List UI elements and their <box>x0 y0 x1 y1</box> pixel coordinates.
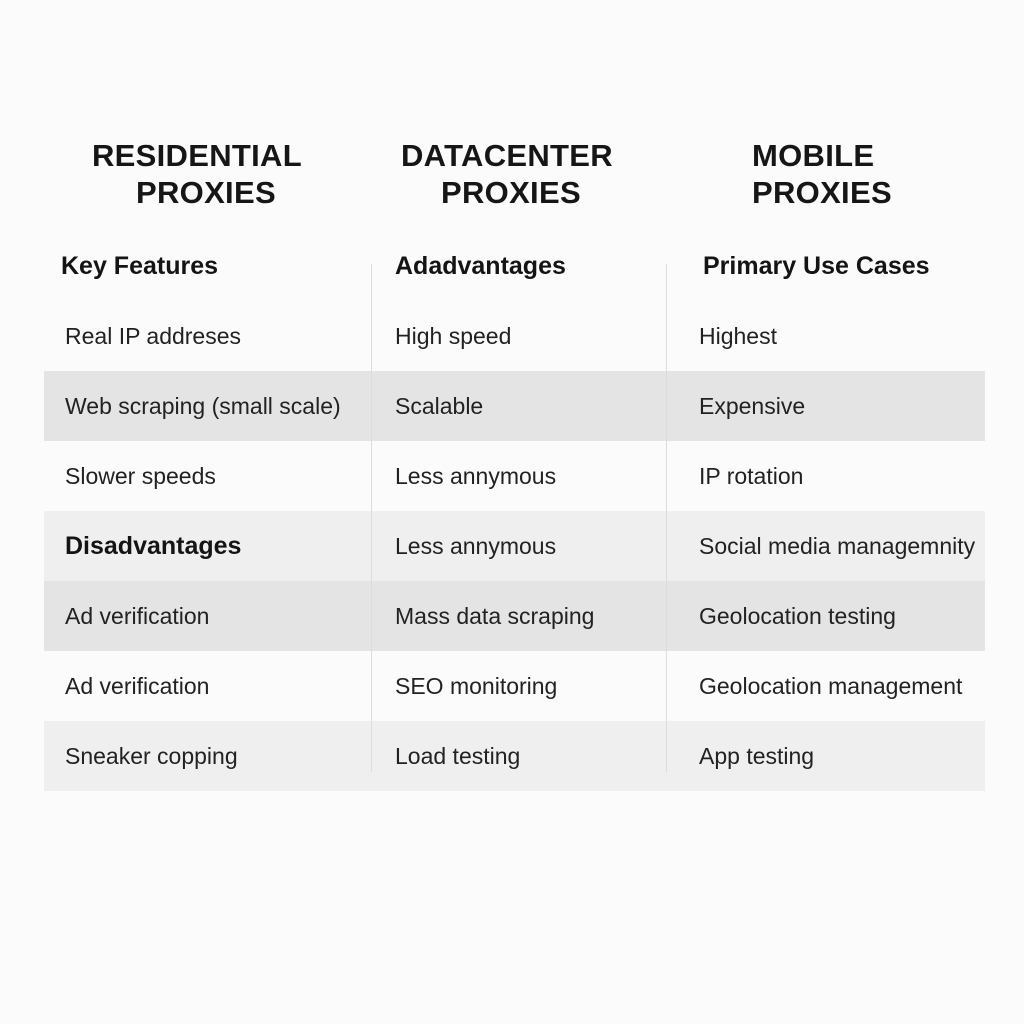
column-title-line: PROXIES <box>136 175 276 210</box>
table-cell: Ad verification <box>65 602 210 629</box>
table-row <box>44 371 985 441</box>
column-title-datacenter <box>401 137 613 211</box>
comparison-table <box>44 231 985 791</box>
header-cell-primary-use-cases: Primary Use Cases <box>703 251 930 280</box>
table-cell: Geolocation testing <box>699 602 896 629</box>
header-cell-key-features: Key Features <box>61 251 219 280</box>
header-cell-advantages: Adadvantages <box>395 251 566 280</box>
table-row <box>44 301 985 371</box>
table-row <box>44 511 985 581</box>
table-cell: Ad verification <box>65 672 210 699</box>
table-cell: Slower speeds <box>65 462 216 489</box>
table-cell: Expensive <box>699 392 806 419</box>
table-row <box>44 721 985 791</box>
column-divider <box>666 264 667 772</box>
column-title-residential <box>92 137 302 211</box>
column-title-line: MOBILE <box>752 138 875 173</box>
column-title-mobile <box>752 137 892 211</box>
table-cell: Real IP addreses <box>65 322 242 349</box>
table-row <box>44 441 985 511</box>
table-cell: Highest <box>699 322 777 349</box>
table-header-row <box>44 231 985 301</box>
column-divider <box>371 264 372 772</box>
table-cell: High speed <box>395 322 512 349</box>
table-row <box>44 581 985 651</box>
table-cell: Web scraping (small scale) <box>65 392 341 419</box>
column-title-line: RESIDENTIAL <box>92 138 302 173</box>
table-cell: IP rotation <box>699 462 804 489</box>
table-cell: Geolocation management <box>699 672 963 699</box>
table-cell: Load testing <box>395 742 521 769</box>
table-cell: Social media managemnity <box>699 532 976 559</box>
table-cell: Mass data scraping <box>395 602 595 629</box>
column-title-line: PROXIES <box>441 175 581 210</box>
section-label-disadvantages: Disadvantages <box>65 531 242 560</box>
table-row <box>44 651 985 721</box>
table-cell: Sneaker copping <box>65 742 238 769</box>
column-title-line: PROXIES <box>752 175 892 210</box>
table-cell: Less annymous <box>395 462 557 489</box>
table-cell: SEO monitoring <box>395 672 558 699</box>
table-cell: Less annymous <box>395 532 557 559</box>
table-cell: Scalable <box>395 392 484 419</box>
column-title-line: DATACENTER <box>401 138 613 173</box>
table-cell: App testing <box>699 742 815 769</box>
